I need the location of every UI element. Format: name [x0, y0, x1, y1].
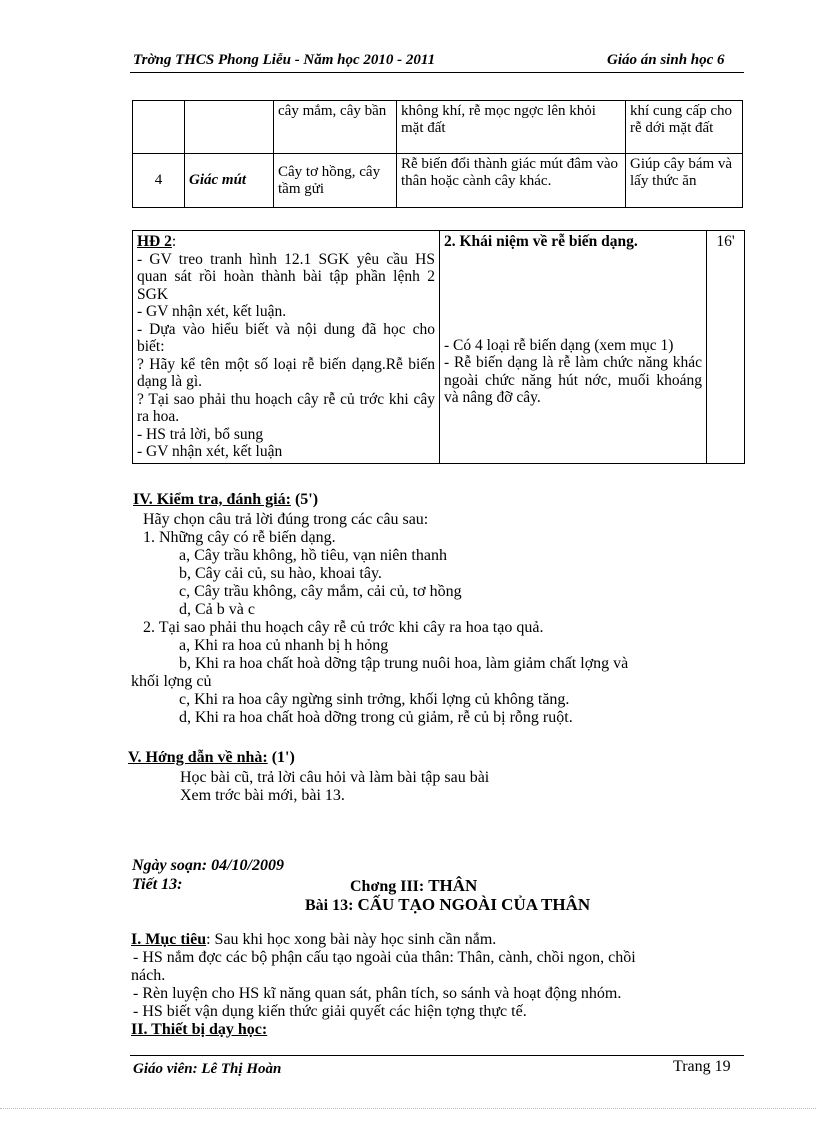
- q1-option-c: c, Cây trầu không, cây mắm, cải củ, tơ hồng: [179, 583, 462, 600]
- cell-function: Giúp cây bám và lấy thức ăn: [626, 154, 743, 208]
- date-label: Ngày soạn: 04/10/2009: [132, 857, 284, 874]
- cell-example: cây mắm, cây bần: [274, 101, 397, 154]
- root-types-table: [132, 100, 743, 208]
- content-title: 2. Khái niệm về rễ biến dạng.: [444, 233, 638, 250]
- section5-title: V. Hớng dẫn về nhà:: [128, 749, 268, 766]
- activity-line: ? Hãy kể tên một số loại rễ biến dạng.Rễ biến dạng là gì.: [137, 355, 435, 390]
- q2-option-d: d, Khi ra hoa chất hoà dỡng trong củ giảm, rễ củ bị rỗng ruột.: [179, 709, 573, 726]
- section5-heading: [128, 749, 295, 767]
- cell-num: 4: [133, 154, 185, 208]
- content-line: - Có 4 loại rễ biến dạng (xem mục 1): [444, 336, 674, 354]
- cell-function: khí cung cấp cho rễ dới mặt đất: [626, 101, 743, 154]
- cell-name: Giác mút: [185, 154, 274, 208]
- section4-time: (5'): [294, 491, 319, 508]
- activity-line: - GV nhận xét, kết luận.: [137, 303, 287, 320]
- table-row: [133, 154, 743, 208]
- lesson-name: CẤU TẠO NGOÀI CỦA THÂN: [357, 895, 591, 914]
- table-row: [133, 231, 745, 464]
- activity-line: - Dựa vào hiểu biết và nội dung đã học cho biết:: [137, 320, 435, 355]
- equipment-title: II. Thiết bị dạy học:: [131, 1021, 268, 1038]
- q2-option-c: c, Khi ra hoa cây ngừng sinh trởng, khối lợng củ không tăng.: [179, 691, 570, 708]
- q2-option-a: a, Khi ra hoa củ nhanh bị h hỏng: [179, 637, 389, 654]
- cell-name: [185, 101, 274, 154]
- objective-text: : Sau khi học xong bài này học sinh cần nắm.: [206, 931, 497, 948]
- q1-option-d: d, Cả b và c: [179, 601, 255, 618]
- activity-line: ? Tại sao phải thu hoạch cây rễ củ trớc khi cây ra hoa.: [137, 390, 435, 425]
- activity-cell: HĐ 2: - GV treo tranh hình 12.1 SGK yêu cầu HS quan sát rồi hoàn thành bài tập phần lệnh 2 SGK - GV nhận xét, kết luận. - Dựa vào hiểu biết và nội dung đã học cho biết: ? Hãy kể tên một số loại rễ biến dạng.Rễ biến dạng là gì. ? Tại sao phải thu hoạch cây rễ củ trớc khi cây ra hoa. - HS trả lời, bổ sung - GV nhận xét, kết luận: [133, 231, 440, 464]
- objective-line: - HS biết vận dụng kiến thức giải quyết các hiện tợng thực tế.: [133, 1003, 527, 1020]
- q2-option-b-cont: khối lợng củ: [131, 673, 212, 690]
- activity-line: - HS trả lời, bổ sung: [137, 425, 264, 443]
- activity-table: [132, 230, 745, 464]
- page-number: Trang 19: [673, 1058, 731, 1075]
- homework-line: Xem trớc bài mới, bài 13.: [180, 787, 345, 804]
- header-left: Trờng THCS Phong Liễu - Năm học 2010 - 2011: [133, 52, 436, 68]
- content-cell: [440, 231, 707, 464]
- question-1: 1. Những cây có rễ biến dạng.: [143, 529, 336, 546]
- q1-option-a: a, Cây trầu không, hồ tiêu, vạn niên thanh: [179, 547, 447, 564]
- chapter-name: THÂN: [428, 876, 478, 895]
- header-rule: [130, 72, 744, 73]
- page-edge: [0, 1108, 816, 1109]
- period-label: Tiết 13:: [132, 876, 183, 893]
- objective-line: - Rèn luyện cho HS kĩ năng quan sát, phân tích, so sánh và hoạt động nhóm.: [133, 985, 622, 1002]
- q2-option-b: b, Khi ra hoa chất hoà dỡng tập trung nuôi hoa, làm giảm chất lợng và: [179, 655, 629, 672]
- question-2: 2. Tại sao phải thu hoạch cây rễ củ trớc khi cây ra hoa tạo quả.: [143, 619, 544, 636]
- table-row: [133, 101, 743, 154]
- section4-intro: Hãy chọn câu trả lời đúng trong các câu sau:: [143, 511, 429, 528]
- footer-teacher: Giáo viên: Lê Thị Hoàn: [133, 1061, 282, 1077]
- cell-feature: không khí, rễ mọc ngợc lên khỏi mặt đất: [397, 101, 626, 154]
- homework-line: Học bài cũ, trả lời câu hỏi và làm bài tập sau bài: [180, 769, 490, 786]
- objective-heading: [131, 931, 496, 949]
- header-right: Giáo án sinh học 6: [607, 52, 725, 68]
- activity-line: - GV nhận xét, kết luận: [137, 443, 283, 460]
- objective-line: nách.: [131, 967, 166, 984]
- footer-rule: [130, 1055, 744, 1056]
- cell-feature: Rễ biến đổi thành giác mút đâm vào thân hoặc cành cây khác.: [397, 154, 626, 208]
- activity-line: - GV treo tranh hình 12.1 SGK yêu cầu HS quan sát rồi hoàn thành bài tập phần lệnh 2 SGK: [137, 250, 435, 303]
- section4-heading: [133, 491, 318, 509]
- objective-line: - HS nắm đợc các bộ phận cấu tạo ngoài của thân: Thân, cành, chồi ngon, chồi: [133, 949, 636, 966]
- section4-title: IV. Kiểm tra, đánh giá:: [133, 491, 291, 508]
- content-line: - Rễ biến dạng là rễ làm chức năng khác ngoài chức năng hút nớc, muối khoáng và nâng đỡ cây.: [444, 354, 702, 406]
- lesson-label: Bài 13:: [305, 897, 354, 914]
- cell-num: [133, 101, 185, 154]
- time-cell: 16': [707, 231, 745, 464]
- lesson-heading: [305, 896, 590, 915]
- chapter-heading: [350, 877, 477, 896]
- objective-title: I. Mục tiêu: [131, 931, 207, 948]
- chapter-label: Chơng III:: [350, 878, 425, 895]
- cell-example: Cây tơ hồng, cây tầm gửi: [274, 154, 397, 208]
- q1-option-b: b, Cây cải củ, su hào, khoai tây.: [179, 565, 382, 582]
- activity-title: HĐ 2: [137, 233, 172, 250]
- section5-time: (1'): [271, 749, 295, 766]
